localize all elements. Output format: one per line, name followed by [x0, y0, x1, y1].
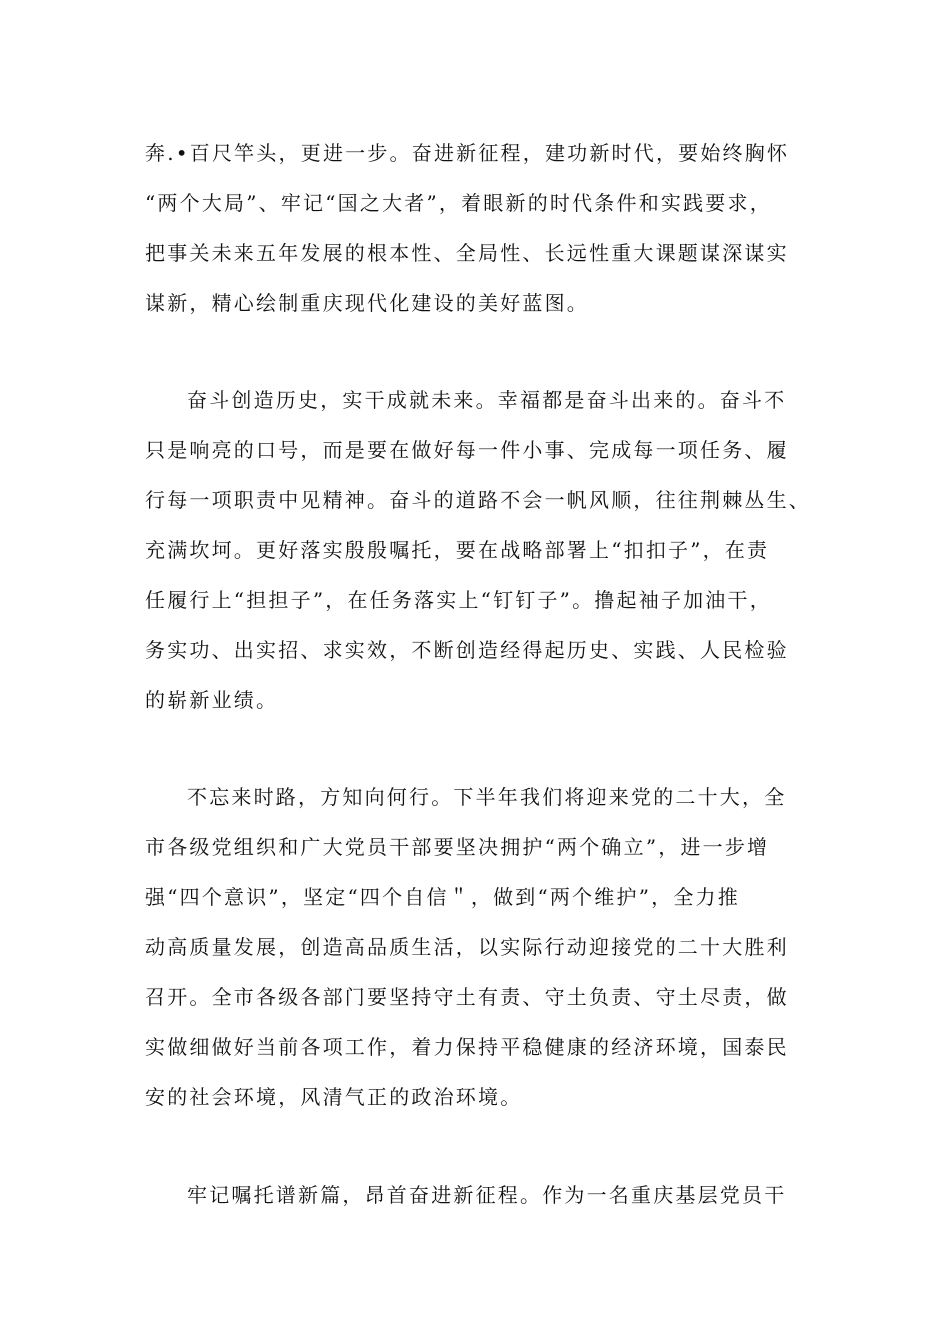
- text-line: 牢记嘱托谱新篇，昂首奋进新征程。作为一名重庆基层党员干: [187, 1183, 787, 1207]
- text-line: 行每一项职责中见精神。奋斗的道路不会一帆风顺，往往荆棘丛生、: [145, 488, 811, 512]
- text-line: 奔.•百尺竿头，更进一步。奋进新征程，建功新时代，要始终胸怀: [145, 141, 790, 165]
- text-line: 把事关未来五年发展的根本性、全局性、长远性重大课题谋深谋实: [145, 241, 789, 265]
- text-line: 任履行上“担担子”，在任务落实上“钉钉子”。撸起袖子加油干，: [145, 588, 772, 612]
- paragraph-2: [145, 375, 825, 725]
- text-line: 实做细做好当前各项工作，着力保持平稳健康的经济环境，国泰民: [145, 1035, 789, 1059]
- paragraph-4: [145, 1170, 825, 1220]
- text-line: 强“四个意识”，坚定“四个自信＂，做到“两个维护”，全力推: [145, 885, 740, 909]
- text-line: 市各级党组织和广大党员干部要坚决拥护“两个确立”，进一步增: [145, 835, 770, 859]
- text-line: 务实功、出实招、求实效，不断创造经得起历史、实践、人民检验: [145, 638, 789, 662]
- text-line: 动高质量发展，创造高品质生活，以实际行动迎接党的二十大胜利: [145, 935, 789, 959]
- text-line: 召开。全市各级各部门要坚持守土有责、守土负责、守土尽责，做: [145, 985, 789, 1009]
- text-line: 充满坎坷。更好落实殷殷嘱托，要在战略部署上“扣扣子”，在责: [145, 538, 770, 562]
- text-line: 谋新，精心绘制重庆现代化建设的美好蓝图。: [145, 291, 589, 315]
- paragraph-1: [145, 128, 825, 328]
- text-line: 安的社会环境，风清气正的政治环境。: [145, 1085, 523, 1109]
- text-line: “两个大局”、牢记“国之大者”，着眼新的时代条件和实践要求，: [145, 191, 772, 215]
- text-line: 只是响亮的口号，而是要在做好每一件小事、完成每一项任务、履: [145, 438, 789, 462]
- paragraph-3: [145, 772, 825, 1122]
- text-line: 不忘来时路，方知向何行。下半年我们将迎来党的二十大，全: [187, 785, 787, 809]
- text-line: 奋斗创造历史，实干成就未来。幸福都是奋斗出来的。奋斗不: [187, 388, 787, 412]
- text-line: 的崭新业绩。: [145, 688, 279, 712]
